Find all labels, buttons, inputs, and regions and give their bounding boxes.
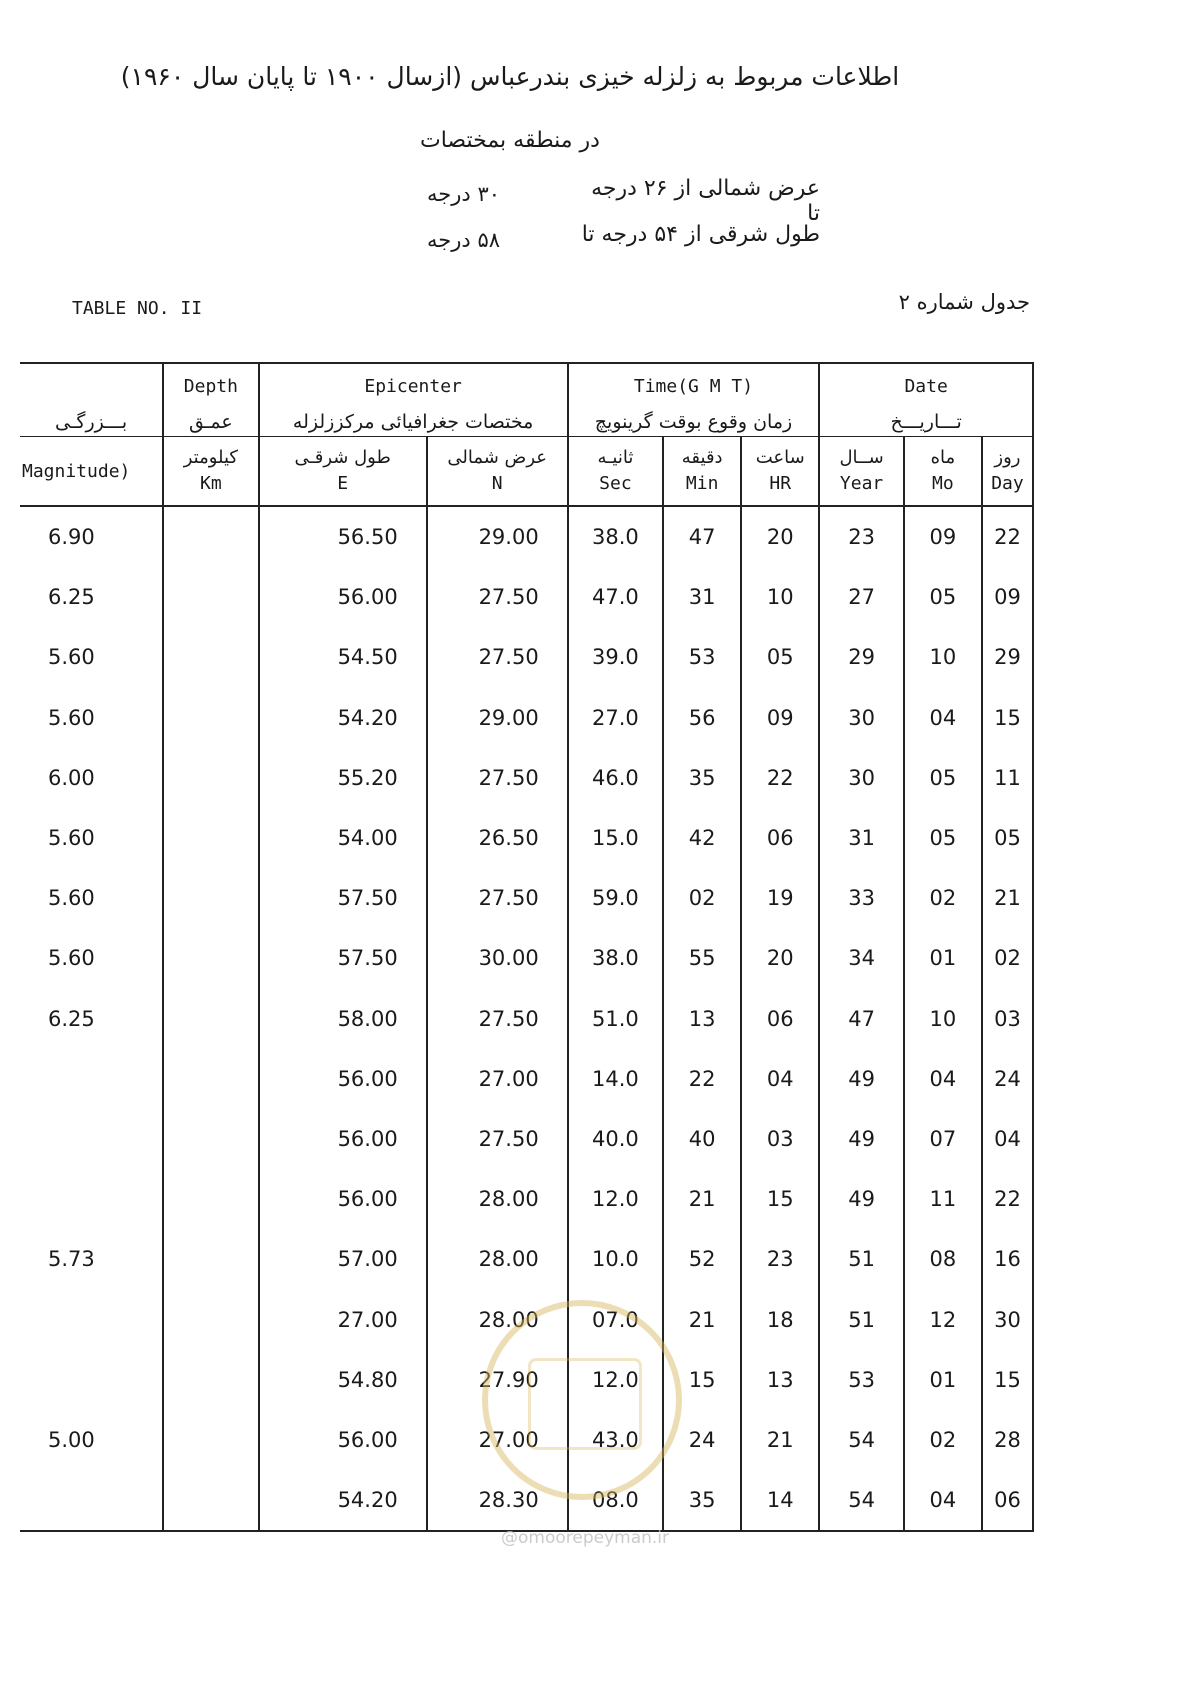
cell-magnitude: 5.60 [20,627,163,687]
cell-year: 30 [819,748,904,808]
cell-year: 33 [819,868,904,928]
cell-min: 53 [663,627,741,687]
cell-sec: 59.0 [568,868,663,928]
cell-sec: 51.0 [568,989,663,1049]
cell-sec: 38.0 [568,928,663,988]
cell-min: 21 [663,1289,741,1349]
cell-day: 29 [982,627,1033,687]
cell-depth [163,989,258,1049]
cell-lon: 56.00 [259,1169,427,1229]
cell-sec: 15.0 [568,808,663,868]
cell-lon: 58.00 [259,989,427,1049]
cell-sec: 10.0 [568,1229,663,1289]
cell-min: 24 [663,1410,741,1470]
cell-magnitude [20,1289,163,1349]
cell-depth [163,1169,258,1229]
table-row [20,1169,1033,1229]
cell-month: 11 [904,1169,982,1229]
earthquake-table [20,362,1034,1532]
table-row [20,1470,1033,1531]
cell-day: 06 [982,1470,1033,1531]
time-header-fa: زمان وقوع بوقت گرینویچ [568,408,820,437]
cell-magnitude [20,1109,163,1169]
depth-header-fa: عمـق [163,408,258,437]
cell-lon: 56.00 [259,567,427,627]
cell-min: 55 [663,928,741,988]
cell-hr: 04 [741,1049,819,1109]
cell-magnitude: 6.00 [20,748,163,808]
cell-month: 05 [904,808,982,868]
cell-hr: 22 [741,748,819,808]
cell-day: 15 [982,688,1033,748]
cell-lon: 56.00 [259,1049,427,1109]
cell-lon: 57.50 [259,928,427,988]
table-row [20,748,1033,808]
cell-depth [163,1410,258,1470]
cell-min: 31 [663,567,741,627]
cell-magnitude: 5.60 [20,868,163,928]
cell-lat: 27.90 [427,1350,568,1410]
table-row [20,928,1033,988]
cell-hr: 23 [741,1229,819,1289]
cell-day: 21 [982,868,1033,928]
cell-year: 47 [819,989,904,1049]
cell-lat: 30.00 [427,928,568,988]
cell-magnitude: 6.25 [20,989,163,1049]
table-row [20,627,1033,687]
cell-lon: 54.20 [259,1470,427,1531]
table-number-en: TABLE NO. II [72,298,203,319]
cell-month: 04 [904,1049,982,1109]
table-row [20,567,1033,627]
cell-lon: 57.00 [259,1229,427,1289]
table-row [20,1049,1033,1109]
cell-min: 47 [663,506,741,567]
cell-lat: 28.00 [427,1229,568,1289]
cell-year: 53 [819,1350,904,1410]
cell-month: 05 [904,748,982,808]
cell-magnitude: 5.60 [20,808,163,868]
cell-hr: 19 [741,868,819,928]
cell-min: 35 [663,1470,741,1531]
latitude-range-label: عرض شمالی از ۲۶ درجه تا [591,176,820,226]
epicenter-header-en: Epicenter [259,363,568,408]
longitude-range-label: طول شرقی از ۵۴ درجه تا [581,222,820,247]
cell-lon: 27.00 [259,1289,427,1349]
cell-min: 13 [663,989,741,1049]
cell-min: 21 [663,1169,741,1229]
magnitude-header-fa: بـــزرگـی [20,408,163,437]
cell-month: 07 [904,1109,982,1169]
cell-month: 05 [904,567,982,627]
cell-lon: 57.50 [259,868,427,928]
cell-sec: 08.0 [568,1470,663,1531]
cell-depth [163,1470,258,1531]
cell-year: 30 [819,688,904,748]
cell-year: 51 [819,1229,904,1289]
cell-day: 04 [982,1109,1033,1169]
month-header: ماه Mo [904,437,982,507]
cell-depth [163,868,258,928]
cell-sec: 12.0 [568,1350,663,1410]
cell-sec: 27.0 [568,688,663,748]
cell-day: 28 [982,1410,1033,1470]
day-header: روز Day [982,437,1033,507]
cell-hr: 20 [741,928,819,988]
cell-lat: 27.00 [427,1410,568,1470]
table-row [20,808,1033,868]
cell-magnitude: 5.60 [20,688,163,748]
cell-depth [163,808,258,868]
cell-sec: 39.0 [568,627,663,687]
cell-min: 22 [663,1049,741,1109]
cell-min: 02 [663,868,741,928]
cell-magnitude: 6.90 [20,506,163,567]
cell-depth [163,688,258,748]
cell-sec: 47.0 [568,567,663,627]
cell-lat: 27.00 [427,1049,568,1109]
latitude-header: عرض شمالی N [427,437,568,507]
cell-depth [163,506,258,567]
table-row [20,1229,1033,1289]
cell-day: 22 [982,506,1033,567]
cell-min: 56 [663,688,741,748]
cell-depth [163,1229,258,1289]
cell-hr: 06 [741,808,819,868]
cell-depth [163,1109,258,1169]
latitude-range-value: ۳۰ درجه [427,182,500,206]
cell-lat: 27.50 [427,1109,568,1169]
cell-year: 31 [819,808,904,868]
cell-year: 49 [819,1169,904,1229]
cell-sec: 07.0 [568,1289,663,1349]
cell-magnitude: 5.73 [20,1229,163,1289]
cell-depth [163,1289,258,1349]
cell-hr: 15 [741,1169,819,1229]
cell-lat: 27.50 [427,748,568,808]
cell-sec: 40.0 [568,1109,663,1169]
date-header-en: Date [819,363,1033,408]
table-row [20,1109,1033,1169]
cell-lat: 29.00 [427,506,568,567]
cell-lat: 28.00 [427,1289,568,1349]
cell-magnitude [20,1470,163,1531]
cell-month: 12 [904,1289,982,1349]
cell-min: 52 [663,1229,741,1289]
time-header-en: Time(G M T) [568,363,820,408]
cell-sec: 38.0 [568,506,663,567]
cell-sec: 43.0 [568,1410,663,1470]
epicenter-header-fa: مختصات جغرافیائی مرکززلزله [259,408,568,437]
longitude-header: طول شرقـی E [259,437,427,507]
cell-day: 02 [982,928,1033,988]
minutes-header: دقیقه Min [663,437,741,507]
cell-sec: 46.0 [568,748,663,808]
cell-month: 10 [904,627,982,687]
cell-year: 49 [819,1109,904,1169]
table-row [20,1289,1033,1349]
cell-month: 01 [904,1350,982,1410]
cell-day: 05 [982,808,1033,868]
cell-hr: 09 [741,688,819,748]
table-row [20,506,1033,567]
depth-header-en: Depth [163,363,258,408]
magnitude-unit-header: Magnitude) [20,437,163,507]
cell-month: 08 [904,1229,982,1289]
cell-magnitude: 6.25 [20,567,163,627]
cell-lat: 28.30 [427,1470,568,1531]
document-subtitle: در منطقه بمختصات [420,128,600,153]
cell-hr: 20 [741,506,819,567]
cell-lat: 27.50 [427,627,568,687]
cell-lat: 27.50 [427,868,568,928]
cell-magnitude [20,1350,163,1410]
cell-year: 34 [819,928,904,988]
cell-lat: 27.50 [427,989,568,1049]
cell-lon: 54.20 [259,688,427,748]
cell-year: 49 [819,1049,904,1109]
cell-lat: 27.50 [427,567,568,627]
earthquake-table-body [20,506,1033,1531]
cell-month: 02 [904,1410,982,1470]
cell-depth [163,1350,258,1410]
cell-lon: 54.80 [259,1350,427,1410]
depth-km-header: کیلومتر Km [163,437,258,507]
cell-magnitude [20,1169,163,1229]
table-row [20,1410,1033,1470]
cell-lon: 56.00 [259,1109,427,1169]
cell-month: 04 [904,688,982,748]
seconds-header: ثانیـه Sec [568,437,663,507]
table-row [20,868,1033,928]
watermark-text: @omoorepeyman.ir [500,1528,670,1548]
cell-day: 16 [982,1229,1033,1289]
cell-month: 09 [904,506,982,567]
table-row [20,989,1033,1049]
cell-min: 15 [663,1350,741,1410]
cell-min: 42 [663,808,741,868]
cell-hr: 21 [741,1410,819,1470]
magnitude-header-top [20,363,163,408]
cell-magnitude: 5.60 [20,928,163,988]
cell-month: 02 [904,868,982,928]
cell-day: 24 [982,1049,1033,1109]
document-title: اطلاعات مربوط به زلزله خیزی بندرعباس (ازسال ۱۹۰۰ تا پایان سال ۱۹۶۰) [120,62,900,91]
cell-month: 10 [904,989,982,1049]
cell-hr: 18 [741,1289,819,1349]
cell-day: 11 [982,748,1033,808]
cell-year: 23 [819,506,904,567]
cell-min: 40 [663,1109,741,1169]
cell-hr: 13 [741,1350,819,1410]
cell-depth [163,627,258,687]
cell-lat: 29.00 [427,688,568,748]
cell-year: 54 [819,1470,904,1531]
cell-day: 15 [982,1350,1033,1410]
cell-year: 54 [819,1410,904,1470]
cell-depth [163,1049,258,1109]
cell-lon: 56.00 [259,1410,427,1470]
cell-month: 01 [904,928,982,988]
table-row [20,688,1033,748]
cell-day: 22 [982,1169,1033,1229]
cell-lon: 56.50 [259,506,427,567]
cell-day: 09 [982,567,1033,627]
cell-sec: 14.0 [568,1049,663,1109]
cell-magnitude [20,1049,163,1109]
date-header-fa: تـــاریـــخ [819,408,1033,437]
cell-depth [163,748,258,808]
cell-lon: 55.20 [259,748,427,808]
cell-hr: 05 [741,627,819,687]
cell-year: 27 [819,567,904,627]
cell-depth [163,928,258,988]
cell-year: 29 [819,627,904,687]
table-row [20,1350,1033,1410]
cell-min: 35 [663,748,741,808]
year-header: ســال Year [819,437,904,507]
cell-hr: 14 [741,1470,819,1531]
hours-header: ساعت HR [741,437,819,507]
cell-hr: 10 [741,567,819,627]
cell-lat: 28.00 [427,1169,568,1229]
table-number-fa: جدول شماره ۲ [898,290,1030,314]
cell-lon: 54.50 [259,627,427,687]
cell-magnitude: 5.00 [20,1410,163,1470]
cell-hr: 03 [741,1109,819,1169]
cell-depth [163,567,258,627]
cell-lon: 54.00 [259,808,427,868]
cell-hr: 06 [741,989,819,1049]
cell-month: 04 [904,1470,982,1531]
cell-day: 03 [982,989,1033,1049]
longitude-range-value: ۵۸ درجه [427,228,500,252]
cell-year: 51 [819,1289,904,1349]
cell-lat: 26.50 [427,808,568,868]
cell-day: 30 [982,1289,1033,1349]
cell-sec: 12.0 [568,1169,663,1229]
